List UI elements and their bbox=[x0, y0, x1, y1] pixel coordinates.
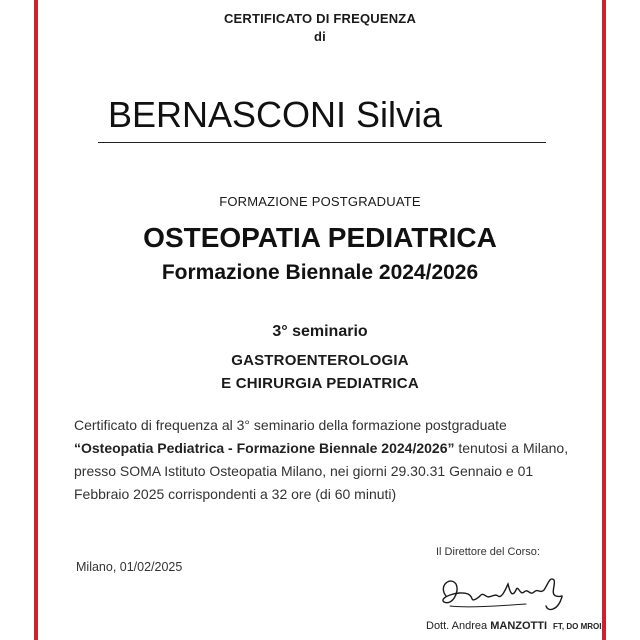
body-text-part1: Certificato di frequenza al 3° seminario della formazione postgraduate bbox=[74, 417, 507, 433]
certificate-page bbox=[38, 0, 602, 640]
body-text-part3: tenutosi a Milano, presso SOMA Istituto Osteopatia Milano, nei giorni 29.30.31 Gennaio e 01 Febbraio 2025 corrispondenti a 32 ore (di 60 minuti) bbox=[74, 440, 569, 502]
body-course-name: “Osteopatia Pediatrica - Formazione Biennale 2024/2026” bbox=[74, 440, 455, 456]
right-red-border bbox=[602, 0, 606, 640]
certificate-title-di: di bbox=[314, 29, 326, 44]
certificate-title: CERTIFICATO DI FREQUENZA bbox=[223, 11, 417, 26]
certificate-body bbox=[74, 414, 574, 506]
director-titles: FT, DO MROI bbox=[553, 622, 602, 631]
course-title: OSTEOPATIA PEDIATRICA bbox=[143, 222, 497, 253]
course-subtitle: Formazione Biennale 2024/2026 bbox=[161, 261, 479, 284]
director-label: Il Direttore del Corso: bbox=[436, 546, 540, 558]
seminar-number: 3° seminario bbox=[272, 323, 368, 340]
place-and-date: Milano, 01/02/2025 bbox=[76, 560, 183, 574]
seminar-topic-line2: E CHIRURGIA PEDIATRICA bbox=[221, 375, 419, 392]
signature-icon bbox=[428, 566, 568, 616]
recipient-name: BERNASCONI Silvia bbox=[108, 94, 443, 135]
program-type: FORMAZIONE POSTGRADUATE bbox=[219, 194, 421, 209]
certificate-heading bbox=[38, 10, 602, 46]
director-name bbox=[426, 620, 602, 632]
director-surname: MANZOTTI bbox=[490, 620, 548, 632]
name-underline bbox=[98, 142, 546, 143]
seminar-topic-line1: GASTROENTEROLOGIA bbox=[231, 352, 409, 369]
director-prefix: Dott. Andrea bbox=[426, 620, 491, 632]
